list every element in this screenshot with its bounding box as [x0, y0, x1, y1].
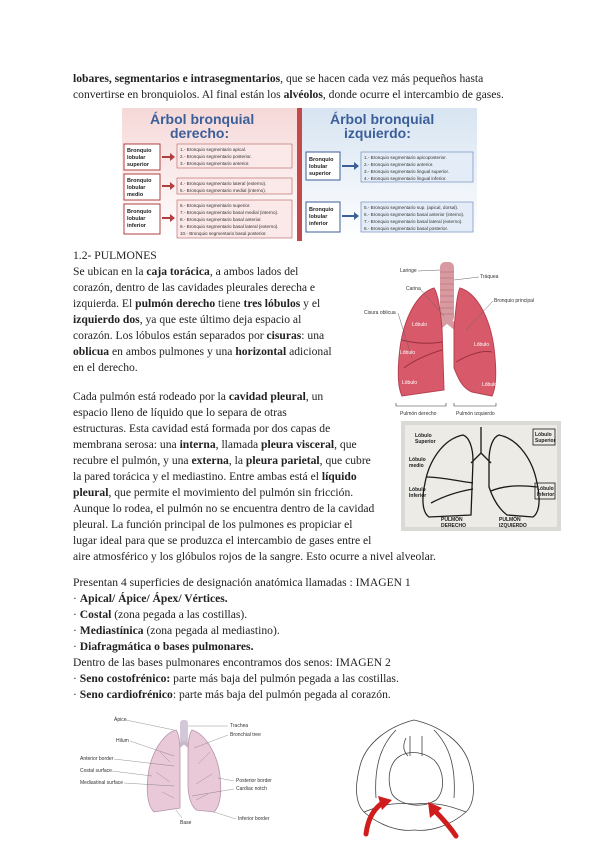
sketch-label-sup-r-2: Superior	[415, 439, 436, 445]
section-heading: 1.2- PULMONES	[73, 249, 157, 262]
left-superior-items	[361, 152, 473, 182]
surfaces-label-costal-surface: Costal surface	[80, 768, 112, 774]
right-medio-items	[177, 178, 292, 194]
svg-text:10.- Bronquio segmentario basa: 10.- Bronquio segmentario basal posterior.	[180, 231, 267, 236]
svg-text:1.- Bronquio segmentario apico: 1.- Bronquio segmentario apicoposterior.	[364, 155, 447, 160]
p2-line-8: Aunque lo rodea, el pulmón no se encuentra dentro de la cavidad	[73, 502, 375, 515]
svg-text:2.- Bronquio segmentario anter: 2.- Bronquio segmentario anterior.	[364, 162, 434, 167]
right-superior-label	[124, 144, 160, 170]
p2-line-3: estructuras. Esta cavidad está formada por dos capas de	[73, 422, 331, 435]
surfaces-label-trachea: Trachea	[230, 723, 249, 729]
label-lobulo-med-r: Lóbulo	[400, 350, 416, 356]
surfaces-label-base: Base	[180, 820, 192, 826]
p2-line-1: Cada pulmón está rodeado por la cavidad pleural, un	[73, 390, 324, 403]
surfaces-label-inferior-border: Inferior border	[238, 816, 270, 822]
p2-line-11: aire atmosférico y los glóbulos rojos de la sangre. Esto ocurre a nivel alveolar.	[73, 550, 436, 563]
svg-text:lobular: lobular	[127, 185, 146, 191]
sketch-label-pd-1: PULMÓN	[441, 517, 463, 523]
sketch-label-pi-1: PULMÓN	[499, 517, 521, 523]
p1-line-6: oblicua en ambos pulmones y una horizontal adicional	[73, 345, 332, 358]
left-inferior-items	[361, 202, 473, 232]
lung-surfaces-figure	[70, 712, 300, 830]
label-bronquio-principal: Bronquio principal	[494, 298, 535, 304]
svg-text:inferior: inferior	[127, 223, 146, 229]
right-inferior-items	[177, 200, 292, 238]
svg-text:3.- Bronquio segmentario lingu: 3.- Bronquio segmentario lingual superior.	[364, 169, 450, 174]
label-lobulo-inf-l: Lóbulo	[482, 382, 498, 388]
surface-item-4: · Diafragmática o bases pulmonares.	[73, 640, 254, 653]
surfaces-label-posterior-border: Posterior border	[236, 778, 272, 784]
sketch-label-pi-2: IZQUIERDO	[499, 523, 527, 529]
right-tree-title-1: Árbol bronquial	[150, 111, 255, 127]
svg-text:6.- Bronquio segmentario basal: 6.- Bronquio segmentario basal anterior (interno).	[364, 212, 465, 217]
svg-text:6.- Bronquio segmentario super: 6.- Bronquio segmentario superior.	[180, 203, 251, 208]
label-carina: Carina	[406, 286, 421, 292]
lungs-lobes-figure	[362, 258, 535, 420]
label-laringe: Laringe	[400, 268, 417, 274]
label-traquea: Tráquea	[480, 274, 499, 280]
p2-line-6: la pared torácica y el mediastino. Entre ambas está el líquido	[73, 470, 357, 483]
p1-line-2: corazón, dentro de las cavidades pleurales derecha e	[73, 281, 316, 294]
surfaces-label-cardiac-notch: Cardiac notch	[236, 786, 267, 792]
left-superior-label	[306, 152, 340, 180]
sketch-label-pd-2: DERECHO	[441, 523, 467, 529]
sinus-item-1: · Seno costofrénico: parte más baja del pulmón pegada a las costillas.	[73, 672, 399, 685]
svg-text:Bronquio: Bronquio	[309, 157, 334, 163]
p1-line-4: izquierdo dos, ya que este último deja espacio al	[73, 313, 302, 326]
svg-text:Bronquio: Bronquio	[127, 178, 152, 184]
left-tree-title-1: Árbol bronquial	[330, 111, 435, 127]
p2-line-7: pleural, que permite el movimiento del pulmón sin fricción.	[73, 486, 354, 499]
p2-line-10: lugar ideal para que se produzca el intercambio de gases entre el	[73, 534, 372, 547]
bronchial-tree-diagram	[122, 108, 477, 241]
svg-text:superior: superior	[127, 162, 150, 168]
p2-line-2: espacio lleno de líquido que lo separa de otras	[73, 406, 287, 419]
sketch-label-med-1: Lóbulo	[409, 457, 426, 463]
surfaces-label-mediastinal-surface: Mediastinal surface	[80, 780, 124, 786]
sketch-label-inf-l-2: Inferior	[537, 492, 555, 498]
surfaces-label-hilum: Hilum	[116, 738, 129, 744]
sketch-label-med-2: medio	[409, 463, 424, 469]
svg-text:5.- Bronquio segmentario sup.: 5.- Bronquio segmentario sup. (apical, dorsal).	[364, 205, 459, 210]
right-tree-title-2: derecho:	[170, 125, 230, 141]
right-medio-label	[124, 174, 160, 200]
surfaces-label-bronchial-tree: Bronchial tree	[230, 732, 261, 738]
p3-line-2: Dentro de las bases pulmonares encontramos dos senos: IMAGEN 2	[73, 656, 391, 669]
label-pulmon-derecho: Pulmón derecho	[400, 411, 437, 417]
p3-line-1: Presentan 4 superficies de designación anatómica llamadas : IMAGEN 1	[73, 576, 411, 589]
p2-line-5: recubre el pulmón, y una externa, la pleura parietal, que cubre	[73, 454, 371, 467]
svg-text:lobular: lobular	[309, 164, 328, 170]
right-superior-items	[177, 144, 292, 168]
p1-line-3: izquierda. El pulmón derecho tiene tres lóbulos y el	[73, 297, 321, 310]
svg-text:Bronquio: Bronquio	[309, 207, 334, 213]
lungs-sketch-figure	[401, 421, 561, 531]
sketch-label-inf-l-1: Lóbulo	[537, 486, 554, 492]
svg-text:4.- Bronquio segmentario later: 4.- Bronquio segmentario lateral (externo).	[180, 181, 267, 186]
svg-text:lobular: lobular	[309, 214, 328, 220]
surface-item-2: · Costal (zona pegada a las costillas).	[73, 608, 248, 621]
sinuses-figure	[340, 716, 490, 840]
trachea-shape	[440, 262, 454, 322]
label-cisura-oblicua: Cisura oblicua	[364, 310, 396, 316]
svg-text:7.- Bronquio segmentario basal: 7.- Bronquio segmentario basal medial (interno).	[180, 210, 279, 215]
sketch-label-sup-r-1: Lóbulo	[415, 433, 432, 439]
label-lobulo-sup-r: Lóbulo	[412, 322, 428, 328]
p1-line-7: en el derecho.	[73, 361, 138, 374]
svg-text:lobular: lobular	[127, 155, 146, 161]
sketch-label-sup-l-1: Lóbulo	[535, 432, 552, 438]
sketch-label-inf-r-1: Lóbulo	[409, 487, 426, 493]
svg-text:4.- Bronquio segmentario lingu: 4.- Bronquio segmentario lingual inferior.	[364, 176, 447, 181]
label-lobulo-inf-r: Lóbulo	[402, 380, 418, 386]
surfaces-label-anterior-border: Anterior border	[80, 756, 114, 762]
svg-text:lobular: lobular	[127, 216, 146, 222]
svg-text:8.- Bronquio segmentario basal: 8.- Bronquio segmentario basal anterior.	[180, 217, 262, 222]
right-inferior-label	[124, 204, 160, 234]
p1-line-1: Se ubican en la caja torácica, a ambos lados del	[73, 265, 299, 278]
sketch-label-sup-l-2: Superior	[535, 438, 556, 444]
surfaces-label-apice: Ápice	[114, 717, 127, 723]
p2-line-4: membrana serosa: una interna, llamada pleura visceral, que	[73, 438, 357, 451]
left-inferior-label	[306, 202, 340, 232]
svg-text:2.- Bronquio segmentario poste: 2.- Bronquio segmentario posterior.	[180, 154, 252, 159]
p2-line-9: pleural. La función principal de los pulmones es propiciar el	[73, 518, 353, 531]
surface-item-3: · Mediastínica (zona pegada al mediastino).	[73, 624, 280, 637]
svg-text:7.- Bronquio segmentario basal: 7.- Bronquio segmentario basal lateral (externo).	[364, 219, 463, 224]
intro-line-2: convertirse en bronquiolos. Al final están los alvéolos, donde ocurre el intercambio de gases.	[73, 88, 504, 101]
svg-text:1.- Bronquio segmentario apica: 1.- Bronquio segmentario apical.	[180, 147, 247, 152]
svg-text:Bronquio: Bronquio	[127, 209, 152, 215]
intro-line-1: lobares, segmentarios e intrasegmentarios, que se hacen cada vez más pequeños hasta	[73, 72, 484, 85]
label-lobulo-sup-l: Lóbulo	[474, 342, 490, 348]
svg-text:8.- Bronquio segmentario basal: 8.- Bronquio segmentario basal posterior.	[364, 226, 449, 231]
svg-text:Bronquio: Bronquio	[127, 148, 152, 154]
svg-text:medio: medio	[127, 192, 144, 198]
svg-text:inferior: inferior	[309, 221, 328, 227]
surface-item-1: · Apical/ Ápice/ Ápex/ Vértices.	[73, 592, 228, 605]
svg-text:5.- Bronquio segmentario media: 5.- Bronquio segmentario medial (interno).	[180, 188, 267, 193]
p1-line-5: corazón. Los lóbulos están separados por cisuras: una	[73, 329, 325, 342]
sketch-label-inf-r-2: Inferior	[409, 493, 427, 499]
sinus-item-2: · Seno cardiofrénico: parte más baja del pulmón pegada al corazón.	[73, 688, 391, 701]
svg-text:9.- Bronquio segmentario basal: 9.- Bronquio segmentario basal lateral (externo).	[180, 224, 279, 229]
left-tree-title-2: izquierdo:	[344, 125, 411, 141]
svg-text:3.- Bronquio segmentario anter: 3.- Bronquio segmentario anterior.	[180, 161, 250, 166]
svg-text:superior: superior	[309, 171, 332, 177]
label-pulmon-izquierdo: Pulmón izquierdo	[456, 411, 495, 417]
